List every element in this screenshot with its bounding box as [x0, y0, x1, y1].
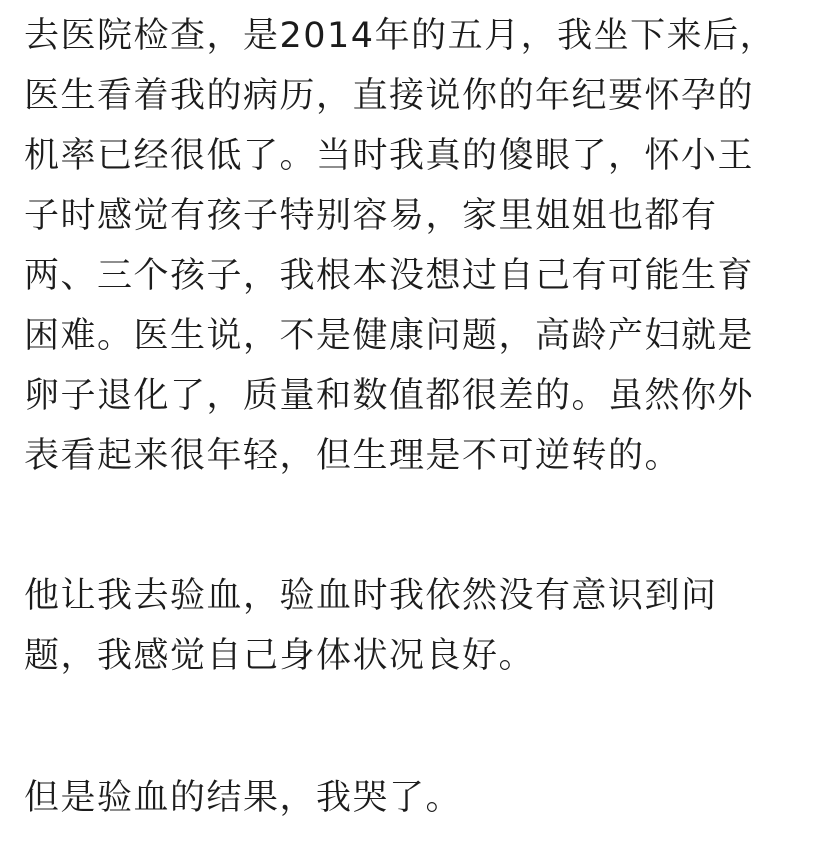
- paragraph-2-line-1: 他让我去验血，验血时我依然没有意识到问: [24, 576, 718, 616]
- paragraph-1-line-2: 医生看着我的病历，直接说你的年纪要怀孕的: [24, 76, 755, 116]
- paragraph-1-line-1: 去医院检查，是2014年的五月，我坐下来后，: [24, 16, 777, 56]
- paragraph-1-line-6: 困难。医生说，不是健康问题，高龄产妇就是: [24, 316, 755, 356]
- paragraph-3-line-1: 但是验血的结果，我哭了。: [24, 778, 463, 818]
- paragraph-1-line-5: 两、三个孩子，我根本没想过自己有可能生育: [24, 256, 755, 296]
- paragraph-1-line-4: 子时感觉有孩子特别容易，家里姐姐也都有: [24, 196, 718, 236]
- paragraph-1-line-8: 表看起来很年轻，但生理是不可逆转的。: [24, 436, 682, 476]
- paragraph-1-line-7: 卵子退化了，质量和数值都很差的。虽然你外: [24, 376, 755, 416]
- paragraph-1-line-3: 机率已经很低了。当时我真的傻眼了，怀小王: [24, 136, 755, 176]
- paragraph-2-line-2: 题，我感觉自己身体状况良好。: [24, 636, 536, 676]
